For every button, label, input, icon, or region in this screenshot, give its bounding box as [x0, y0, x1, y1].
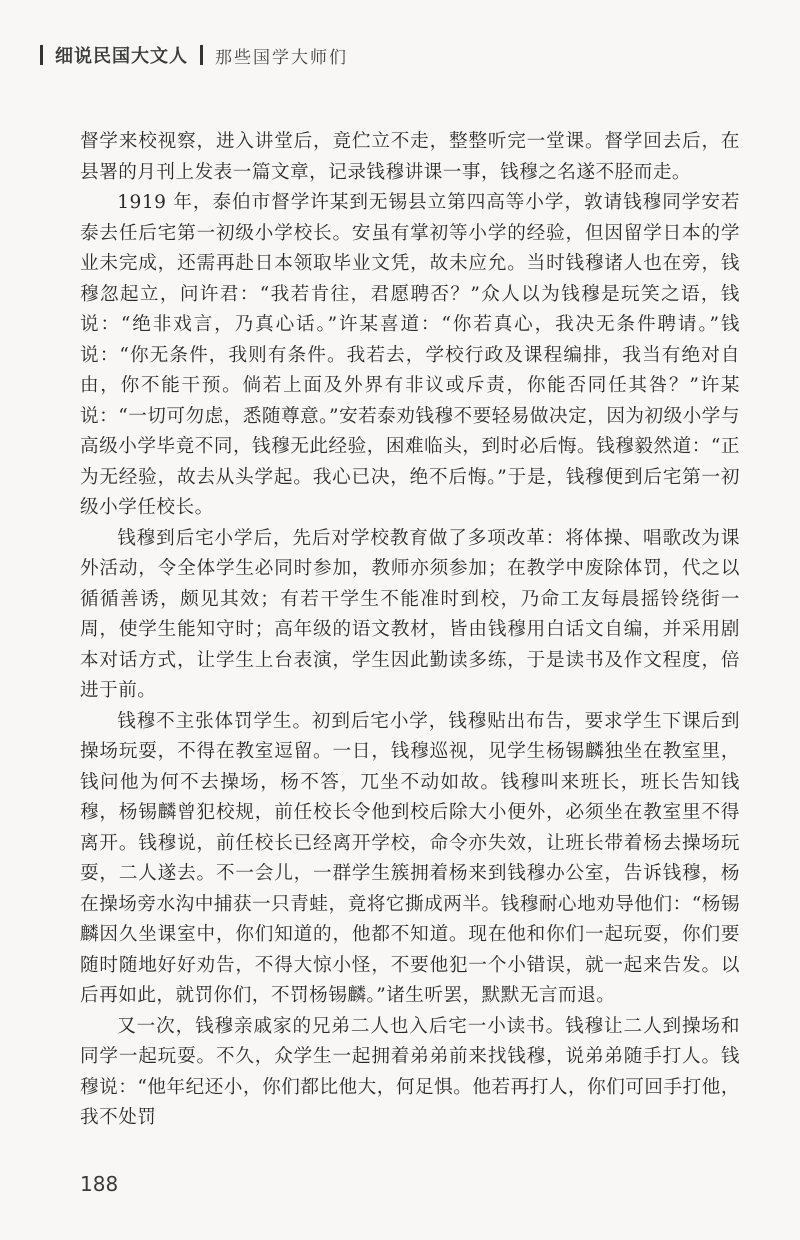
book-title: 细说民国大文人: [55, 46, 188, 67]
header-divider: [40, 45, 43, 65]
header-divider: [200, 45, 203, 65]
paragraph: 1919 年，泰伯市督学许某到无锡县立第四高等小学，敦请钱穆同学安若泰去任后宅第一初级小学校长。安虽有掌初等小学的经验，但因留学日本的学业未完成，还需再赴日本领取毕业文凭，故未应允。当时钱穆诸人也在旁，钱穆忽起立，问许君：“我若肯往，君愿聘否？”众人以为钱穆是玩笑之语，钱说：“绝非戏言，乃真心话。”许某喜道：“你若真心，我决无条件聘请。”钱说：“你无条件，我则有条件。我若去，学校行政及课程编排，我当有绝对自由，你不能干预。倘若上面及外界有非议或斥责，你能否同任其咎？”许某说：“一切可勿虑，悉随尊意。”安若泰劝钱穆不要轻易做决定，因为初级小学与高级小学毕竟不同，钱穆无此经验，困难临头，到时必后悔。钱穆毅然道：“正为无经验，故去从头学起。我心已决，绝不后悔。”于是，钱穆便到后宅第一初级小学任校长。: [80, 192, 740, 518]
paragraph-continued: 督学来校视察，进入讲堂后，竟伫立不走，整整听完一堂课。督学回去后，在县署的月刊上发表一篇文章，记录钱穆讲课一事，钱穆之名遂不胫而走。: [80, 131, 740, 183]
page-number: 188: [80, 1172, 119, 1196]
book-subtitle: 那些国学大师们: [215, 47, 348, 68]
paragraph: 又一次，钱穆亲戚家的兄弟二人也入后宅一小读书。钱穆让二人到操场和同学一起玩耍。不久，众学生一起拥着弟弟前来找钱穆，说弟弟随手打人。钱穆说：“他年纪还小，你们都比他大，何足惧。他若再打人，你们可回手打他，我不处罚: [80, 1015, 740, 1128]
paragraph: 钱穆到后宅小学后，先后对学校教育做了多项改革：将体操、唱歌改为课外活动，令全体学生必同时参加，教师亦须参加；在教学中废除体罚，代之以循循善诱，颇见其效；有若干学生不能准时到校，乃命工友每晨摇铃绕街一周，使学生能知守时；高年级的语文教材，皆由钱穆用白话文自编，并采用剧本对话方式，让学生上台表演，学生因此勤读多练，于是读书及作文程度，倍进于前。: [80, 527, 740, 701]
paragraph: 钱穆不主张体罚学生。初到后宅小学，钱穆贴出布告，要求学生下课后到操场玩耍，不得在教室逗留。一日，钱穆巡视，见学生杨锡麟独坐在教室里，钱问他为何不去操场，杨不答，兀坐不动如故。钱穆叫来班长，班长告知钱穆，杨锡麟曾犯校规，前任校长令他到校后除大小便外，必须坐在教室里不得离开。钱穆说，前任校长已经离开学校，命令亦失效，让班长带着杨去操场玩耍，二人遂去。不一会儿，一群学生簇拥着杨来到钱穆办公室，告诉钱穆，杨在操场旁水沟中捕获一只青蛙，竟将它撕成两半。钱穆耐心地劝导他们：“杨锡麟因久坐课室中，你们知道的，他都不知道。现在他和你们一起玩耍，你们要随时随地好好劝告，不得大惊小怪，不要他犯一个小错误，就一起来告发。以后再如此，就罚你们，不罚杨锡麟。”诸生听罢，默默无言而退。: [80, 710, 740, 1006]
page-body: [80, 127, 740, 1134]
running-header: [40, 42, 348, 68]
